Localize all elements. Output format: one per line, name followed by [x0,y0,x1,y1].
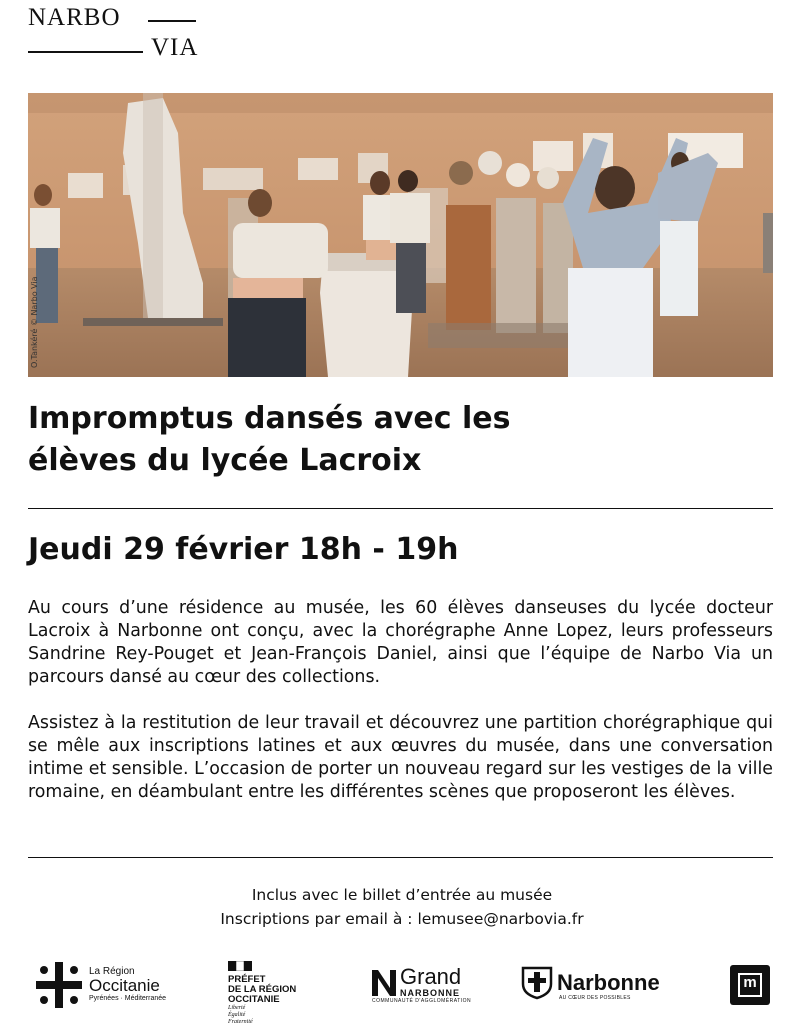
narbonne-word: NARBONNE [400,988,461,998]
narbonne-tagline: AU CŒUR DES POSSIBLES [559,995,631,1001]
narbonne-shield-icon [521,966,553,1000]
registration-info: Inscriptions par email à : lemusee@narbovia.fr [220,910,584,928]
ticket-info: Inclus avec le billet d’entrée au musée [251,886,553,904]
agglomeration-text: COMMUNAUTÉ D'AGGLOMÉRATION [372,998,472,1004]
grand-narbonne-logo [370,966,490,1006]
logo-rule-bottom [28,51,143,53]
event-date: Jeudi 29 février 18h - 19h [28,532,459,567]
logo-line2: VIA [151,34,199,61]
prefet-occitanie-logo [228,956,318,1025]
title-line1: Impromptus dansés avec les [28,401,511,436]
musees-logo [730,965,770,1005]
region-occitanie-logo [34,960,184,1010]
photo-credit: O.Tankéré © Narbo Via [30,276,39,368]
prefet-motto3: Fraternité [228,1019,253,1025]
marianne-icon [228,961,254,971]
divider-top [28,508,773,509]
event-photo [28,93,773,377]
narbo-via-logo [28,4,203,60]
prefet-motto1: Liberté [228,1005,246,1011]
logo-line1: NARBO [28,4,121,31]
divider-bottom [28,857,773,858]
narbonne-logo [521,966,661,1004]
event-title [28,398,768,482]
region-small: La Région [89,966,135,977]
prefet-motto2: Égalité [228,1012,246,1018]
prefet-line2: DE LA RÉGION [228,984,297,995]
region-tagline: Pyrénées · Méditerranée [89,995,167,1002]
region-text [89,960,166,1002]
region-name: Occitanie [89,976,160,995]
description-paragraph-2: Assistez à la restitution de leur travail et découvrez une partition chorégraphique qui se mêle aux inscriptions latines et aux œuvres du musée, dans une conversation intime et sensible. L’occasion de porter un nouveau regard sur les vestiges de la ville romaine, en déambulant entre les différentes scènes que proposeront les élèves. [28,713,773,802]
title-line2: élèves du lycée Lacroix [28,443,422,478]
grand-narbonne-text [400,966,461,998]
description-paragraph-1: Au cours d’une résidence au musée, les 60 élèves danseuses du lycée docteur Lacroix à Narbonne ont conçu, avec la chorégraphe Anne Lopez, leurs professeurs Sandrine Rey-Pouget et Jean-François Daniel, ainsi que l’équipe de Narbo Via un parcours dansé au cœur des collections. [28,598,773,687]
narbonne-word: Narbonne [557,970,660,995]
musees-mark: m [743,974,757,991]
prefet-line1: PRÉFET [228,974,266,985]
logo-rule-top [148,20,196,22]
grand-word: Grand [400,964,462,989]
grand-narbonne-n-icon [370,968,398,998]
prefet-line3: OCCITANIE [228,994,280,1005]
museum-dance-illustration [28,93,773,377]
occitanie-cross-icon [34,960,84,1010]
